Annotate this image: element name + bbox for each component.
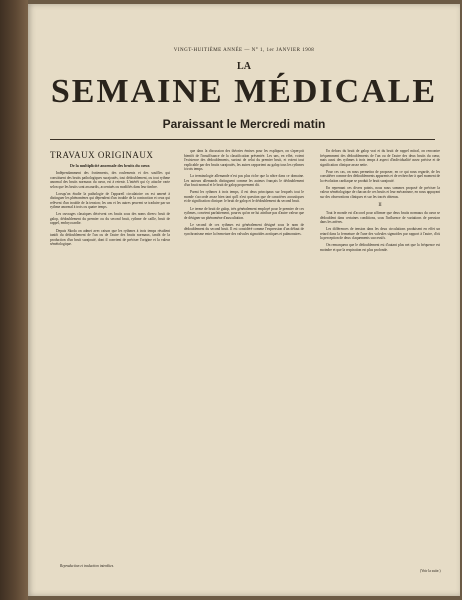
column-3 [320,149,440,569]
journal-subtitle: Paraissant le Mercredi matin [162,117,326,131]
paragraph: Indépendamment des frottements, des roulements et des souffles qui constituent des bruits pathologiques surajoutés, tout dédoublement, ou tout rythme anormal des bruits normaux du cœur, est à retenir. L'intérêt qui s'y attache varie selon que les bruits sont assourdis, accentués ou modifiés dans leur timbre. [50,171,170,189]
header-rule [50,139,435,140]
section-number: II [378,202,382,208]
paragraph: Les ouvrages classiques décrivent ces bruits sous des noms divers: bruit de galop, dédoublement du premier ou du second bruit, rythme de caille, bruit de rappel, embryocardie. [50,212,170,226]
paragraph: Lorsqu'on étudie la pathologie de l'appareil circulatoire on est amené à distinguer les phénomènes qui dépendent d'un trouble de la contraction et ceux qui relèvent d'un trouble de la tension; les uns et les autres peuvent se traduire par un rythme anormal à trois ou quatre temps. [50,191,170,210]
column-1 [50,149,170,569]
continued-note: (Voir la suite.) [420,569,441,573]
article-title: De la multiplicité anormale des bruits du cœur. [69,163,151,168]
paragraph: La terminologie allemande n'est pas plus riche que la nôtre dans ce domaine. Les auteurs allemands distinguent comme les auteurs français le dédoublement d'un bruit normal et le bruit de galop proprement dit. [184,174,304,188]
issue-line: VINGT-HUITIÈME ANNÉE — N° 1, 1er JANVIER 1908 [173,48,315,53]
paragraph: que dans la discussion des théories émises pour les expliquer, on s'aperçoit bientôt de l'insuffisance de la classification présentée. Les uns, en effet, voient l'existence des dédoublements, surtout de celui du premier bruit, et voient tout explicable par des bruits surajoutés, les autres rapportent au galop tous les rythmes à trois temps. [184,149,304,172]
book-binding [0,0,28,600]
paragraph: En dehors du bruit de galop vrai et du bruit de rappel mitral, on rencontre fréquemment des dédoublements de l'un ou de l'autre des deux bruits du cœur, mais aussi des rythmes à trois temps à aspect d'individualité assez précise et de signification clinique assez nette. [320,149,440,167]
journal-page [28,4,460,596]
paragraph: On remarquera que le dédoublement est d'autant plus net que la fréquence est moindre et que la respiration est plus profonde. [320,243,440,252]
paragraph: Le terme de bruit de galop, très généralement employé pour le premier de ces rythmes, convient parfaitement, pourvu qu'on ne lui attribue pas d'autre valeur que de désigner un phénomène d'auscultation. [184,206,304,220]
section-heading: TRAVAUX ORIGINAUX [50,150,154,160]
paragraph: Parmi les rythmes à trois temps, il est deux principaux sur lesquels tout le monde s'accorde assez bien tant qu'il n'est question que de caractères acoustiques et de signification clinique: le bruit de galop et le dédoublement du second bruit. [184,190,304,204]
column-2 [184,149,304,569]
paragraph: En reprenant ces divers points, nous nous sommes proposé de préciser la valeur séméiologique de chacun de ces bruits et leur mécanisme, en nous appuyant sur des observations cliniques et sur les tracés obtenus. [320,185,440,199]
reproduction-notice: Reproduction et traduction interdites. [60,564,115,568]
paragraph: Depuis Skoda on admet avec raison que les rythmes à trois temps résultent tantôt du dédoublement de l'un ou de l'autre des bruits normaux, tantôt de la production d'un bruit surajouté, dont il convient de préciser l'origine et la valeur séméiologique. [50,228,170,247]
journal-title: SEMAINE MÉDICALE [50,73,438,110]
paragraph: Pour ces cas, on nous permettra de proposer, en ce qui nous regarde, de les considérer comme des dédoublements apparents et de rechercher à quel moment de la révolution cardiaque se produit le bruit surajouté. [320,169,440,183]
paragraph: Les différences de tension dans les deux circulations produisent en effet un retard dans la fermeture de l'une des valvules sigmoïdes par rapport à l'autre, d'où la perception de deux claquements successifs. [320,227,440,241]
paragraph: Tout le monde est d'accord pour affirmer que deux bruits normaux du cœur se dédoublent dans certaines conditions, sous l'influence de variations de pression dans les artères. [320,210,440,225]
paragraph: Le second de ces rythmes est généralement désigné sous le nom de dédoublement du second bruit. Il est considéré comme l'expression d'un défaut de synchronisme entre la fermeture des valvules sigmoïdes aortiques et pulmonaires. [184,222,304,236]
title-article: LA [237,61,251,72]
